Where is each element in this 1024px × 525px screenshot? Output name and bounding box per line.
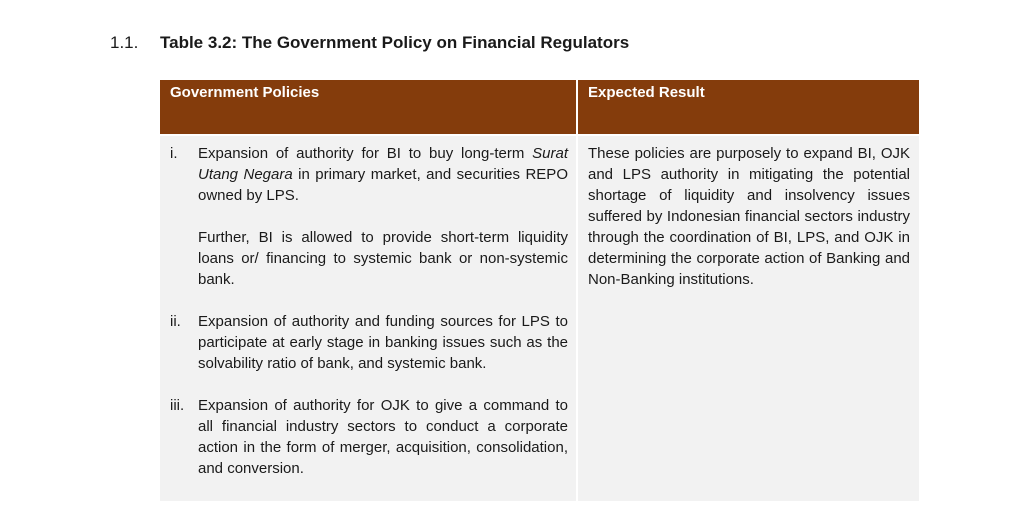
italic-term: Surat Utang Negara [198, 145, 568, 183]
section-number: 1.1. [110, 33, 139, 52]
table-title: Table 3.2: The Government Policy on Financial Regulators [160, 33, 630, 52]
expected-result-cell: These policies are purposely to expand BI, OJK and LPS authority in mitigating the potential shortage of liquidity and insolvency issues suffered by Indonesian financial sectors industry through the coordination of BI, LPS, and OJK in determining the corporate action of Banking and Non-Banking institutions. [578, 136, 919, 501]
policy-item-i [170, 143, 568, 290]
policy-item-ii [170, 311, 568, 374]
policy-table [160, 80, 919, 501]
policy-paragraph: Expansion of authority for BI to buy long-term Surat Utang Negara in primary market, and securities REPO owned by LPS. [198, 145, 568, 204]
header-expected-result: Expected Result [578, 80, 919, 134]
policies-cell [160, 136, 576, 501]
header-government-policies: Government Policies [160, 80, 576, 134]
policy-item-iii [170, 395, 568, 479]
list-marker: iii. [170, 397, 185, 414]
table-caption [110, 33, 629, 53]
list-marker: i. [170, 145, 178, 162]
policy-paragraph: Expansion of authority and funding sources for LPS to participate at early stage in banking issues such as the solvability ratio of bank, and systemic bank. [198, 313, 568, 372]
policy-paragraph: Expansion of authority for OJK to give a command to all financial industry sectors to conduct a corporate action in the form of merger, acquisition, consolidation, and conversion. [198, 397, 568, 477]
policy-paragraph: Further, BI is allowed to provide short-term liquidity loans or/ financing to systemic bank or non-systemic bank. [198, 229, 568, 288]
list-marker: ii. [170, 313, 181, 330]
